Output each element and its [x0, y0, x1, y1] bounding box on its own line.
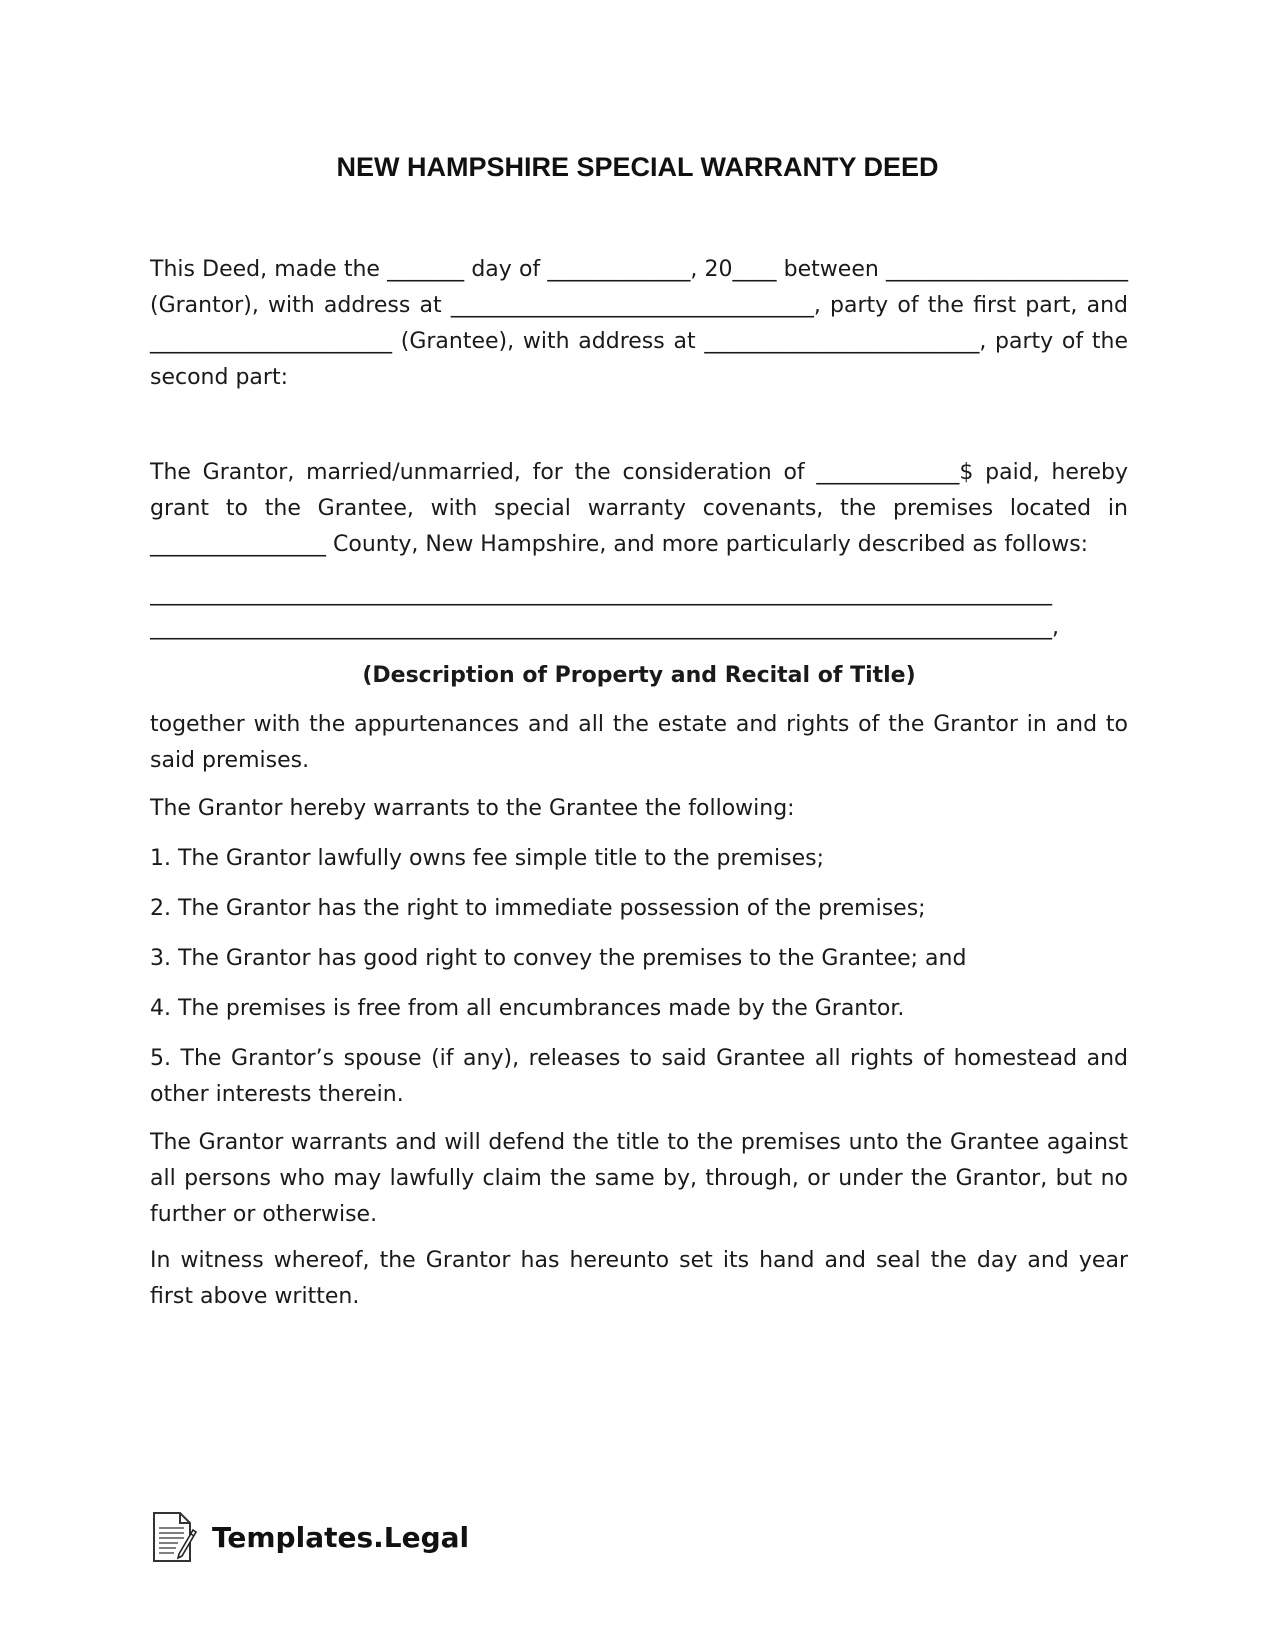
document-pen-icon [150, 1510, 198, 1564]
warranty-item-2: 2. The Grantor has the right to immediate possession of the premises; [150, 896, 926, 921]
description-blank-line-1: __________________________________________________________________________________ [150, 581, 1052, 606]
warranty-item-5: 5. The Grantor’s spouse (if any), releases to said Grantee all rights of homestead and other interests therein. [150, 1046, 1128, 1107]
warranty-item-1: 1. The Grantor lawfully owns fee simple title to the premises; [150, 846, 824, 871]
description-blank-line-2: __________________________________________________________________________________, [150, 615, 1059, 640]
description-heading: (Description of Property and Recital of Title) [362, 663, 916, 688]
consideration-paragraph: The Grantor, married/unmarried, for the consideration of _____________$ paid, hereby grant to the Grantee, with special warranty covenants, the premises located in ________________ County, New Hampshire, and more particularly described as follows: [150, 460, 1128, 557]
appurtenances-paragraph: together with the appurtenances and all the estate and rights of the Grantor in and to said premises. [150, 712, 1128, 773]
footer-logo [150, 1510, 469, 1564]
footer-brand: Templates.Legal [212, 1520, 470, 1554]
witness-paragraph: In witness whereof, the Grantor has hereunto set its hand and seal the day and year first above written. [150, 1248, 1128, 1309]
warranty-item-3: 3. The Grantor has good right to convey the premises to the Grantee; and [150, 946, 967, 971]
defend-paragraph: The Grantor warrants and will defend the title to the premises unto the Grantee against all persons who may lawfully claim the same by, through, or under the Grantor, but no further or otherwise. [150, 1130, 1128, 1227]
document-title: NEW HAMPSHIRE SPECIAL WARRANTY DEED [336, 152, 939, 182]
warrants-intro: The Grantor hereby warrants to the Grantee the following: [150, 796, 795, 821]
warranty-item-4: 4. The premises is free from all encumbrances made by the Grantor. [150, 996, 905, 1021]
intro-paragraph: This Deed, made the _______ day of _____________, 20____ between ______________________ (Grantor), with address at _________________________________, party of the first part, and ______________________ (Grantee), with address at _________________________, party of the second part: [150, 257, 1128, 390]
